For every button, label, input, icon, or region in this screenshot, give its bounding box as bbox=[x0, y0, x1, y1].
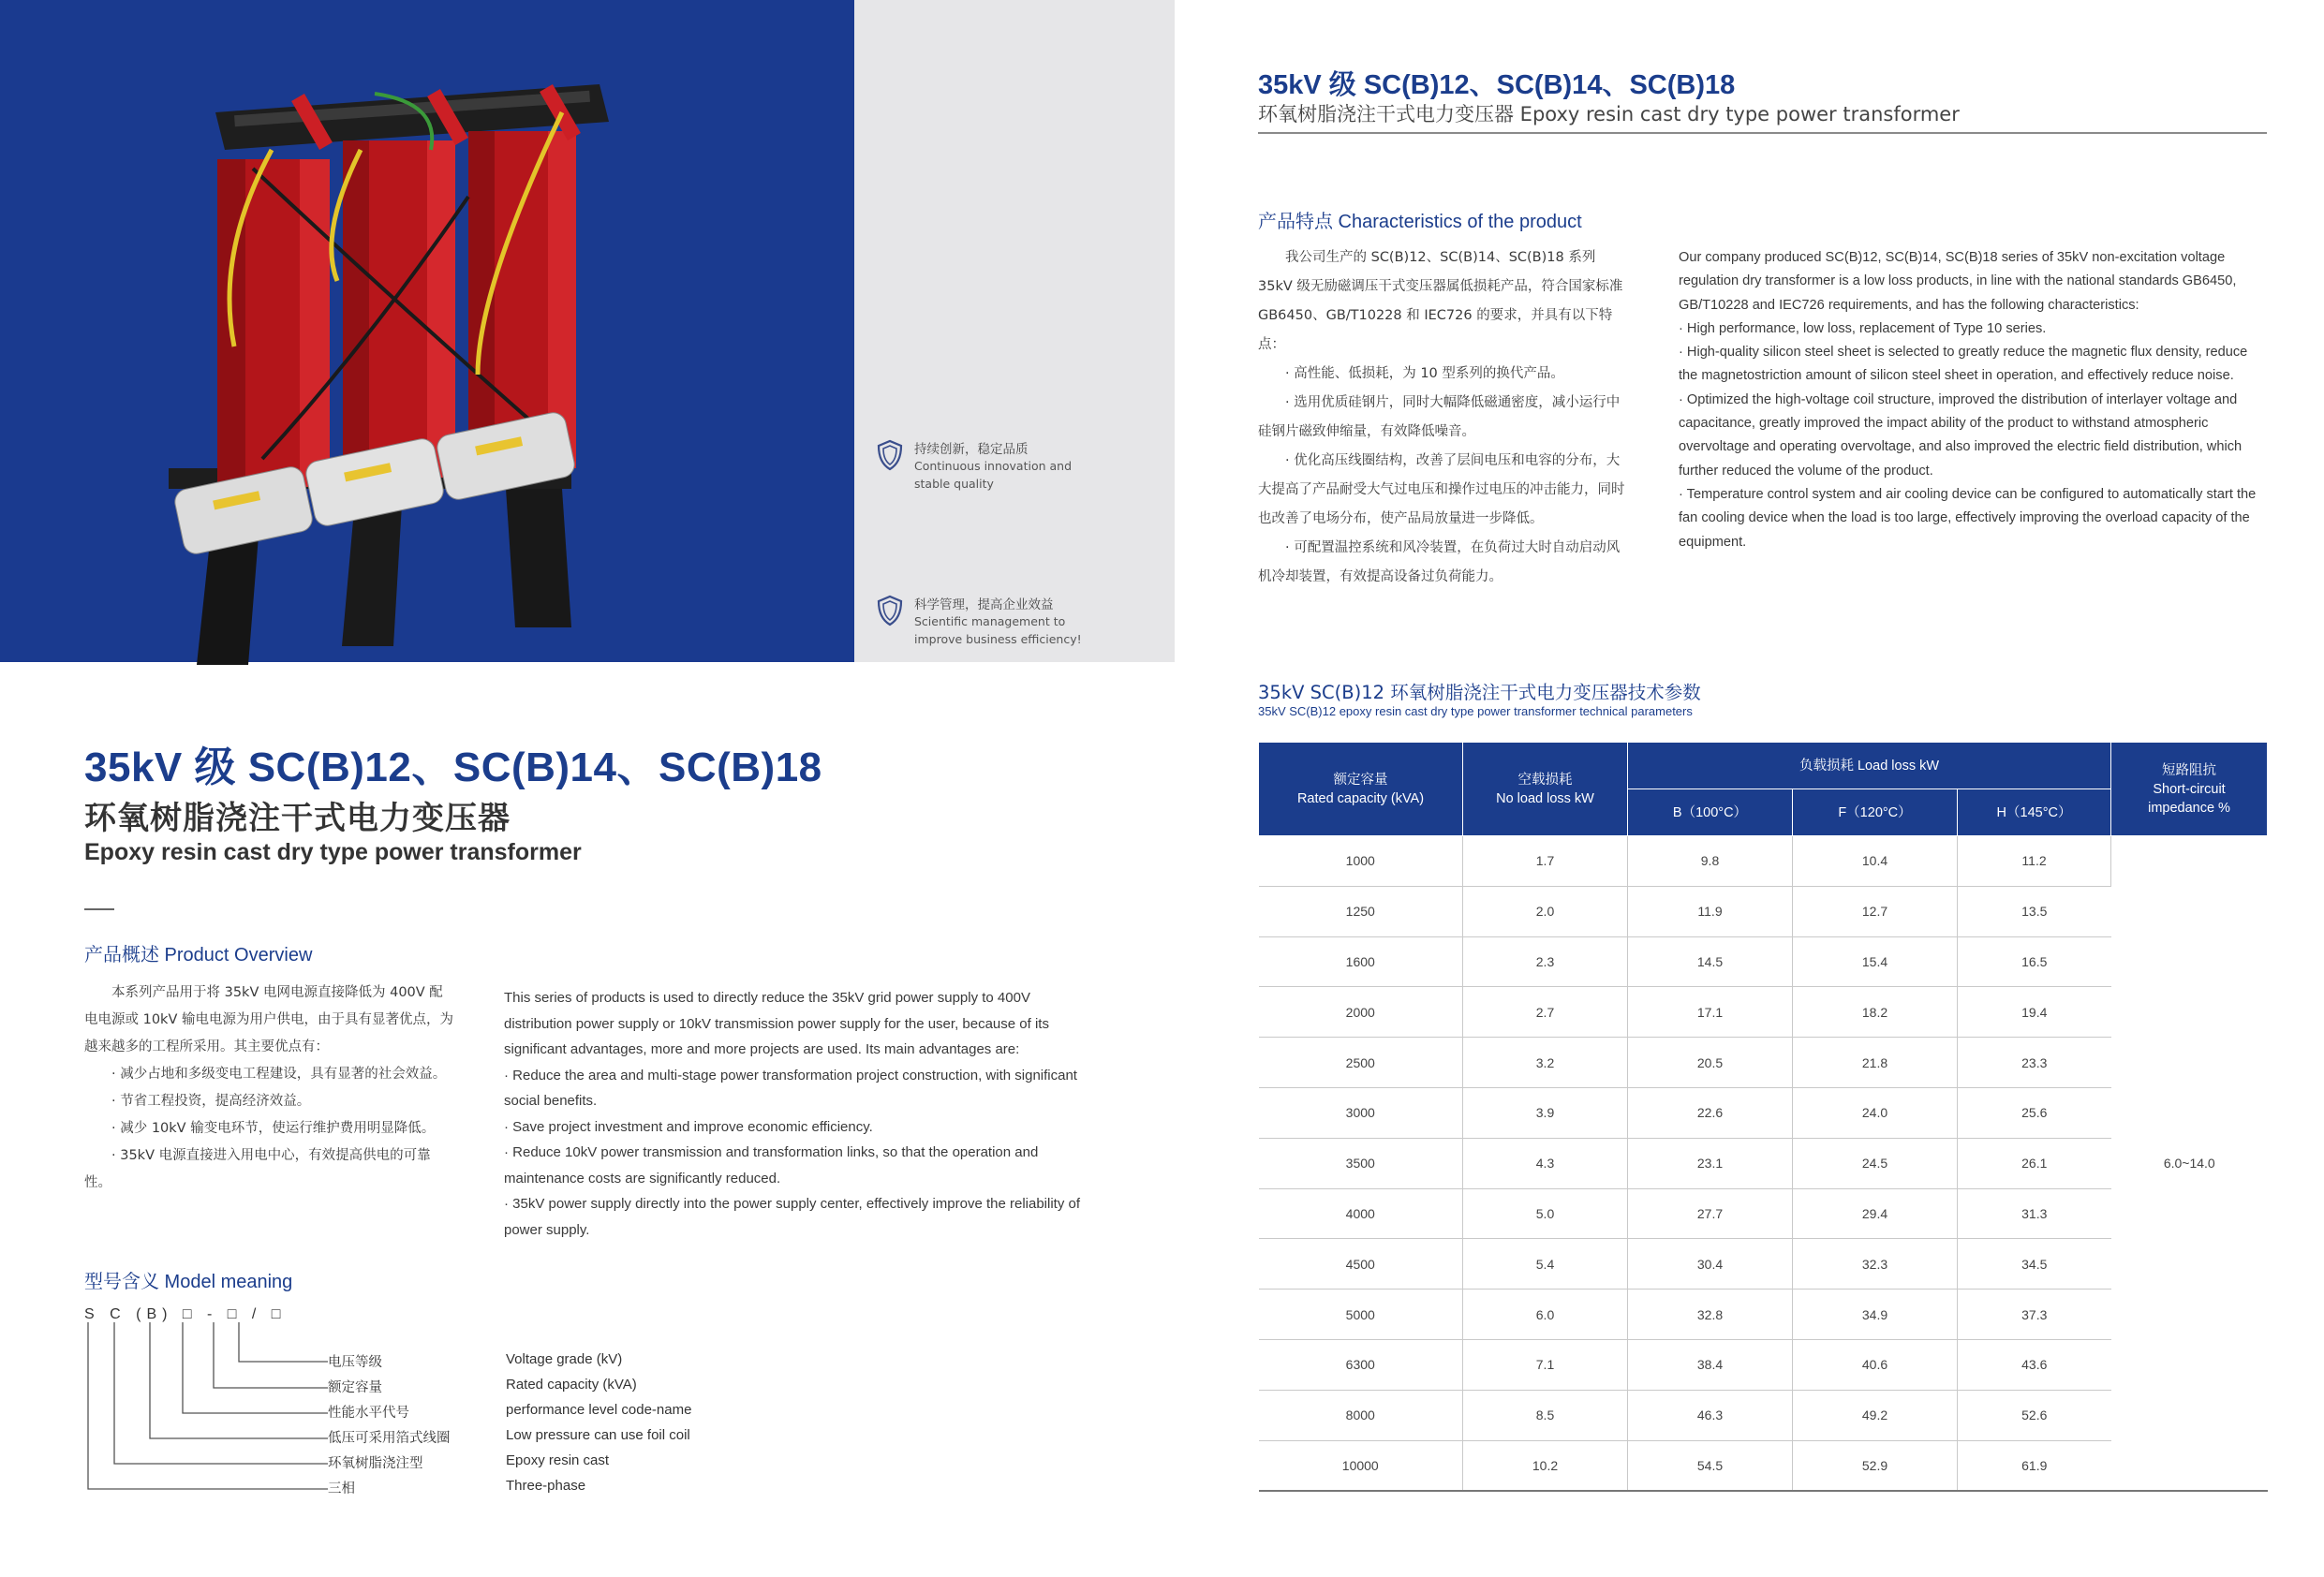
cell-load-loss-b: 54.5 bbox=[1628, 1440, 1793, 1491]
characteristics-en-intro: Our company produced SC(B)12, SC(B)14, SC(B)18 series of 35kV non-excitation voltage regulation dry transformer is a low loss products, in line with the national standards GB6450, GB/T10228 and IEC726 requirements, and has the following characteristics: bbox=[1679, 250, 2237, 313]
cell-load-loss-h: 25.6 bbox=[1958, 1087, 2111, 1138]
cell-load-loss-f: 24.5 bbox=[1793, 1138, 1958, 1188]
cell-no-load-loss: 1.7 bbox=[1463, 836, 1628, 887]
page-subtitle-cn: 环氧树脂浇注干式电力变压器 bbox=[84, 800, 511, 837]
page-subtitle-en: Epoxy resin cast dry type power transformer bbox=[84, 839, 582, 865]
feature-cn: 科学管理，提高企业效益 bbox=[914, 597, 1054, 612]
header-rated-capacity bbox=[1259, 743, 1463, 836]
header-rule bbox=[1258, 132, 2267, 134]
overview-cn-point: · 减少 10kV 输变电环节，使运行维护费用明显降低。 bbox=[111, 1121, 436, 1136]
header-imp-en1: Short-circuit bbox=[2153, 781, 2226, 797]
cell-load-loss-b: 23.1 bbox=[1628, 1138, 1793, 1188]
cell-load-loss-b: 17.1 bbox=[1628, 987, 1793, 1038]
cell-no-load-loss: 8.5 bbox=[1463, 1390, 1628, 1440]
overview-en-point: · 35kV power supply directly into the power supply center, effectively improve the reliability of power supply. bbox=[504, 1196, 1081, 1238]
header-rated-cn: 额定容量 bbox=[1333, 772, 1388, 788]
header-impedance bbox=[2111, 743, 2268, 836]
model-item-en: Three-phase bbox=[506, 1478, 586, 1494]
overview-en bbox=[504, 985, 1096, 1243]
characteristics-cn-point: · 选用优质硅钢片，同时大幅降低磁通密度，减小运行中硅钢片磁致伸缩量，有效降低噪音。 bbox=[1258, 395, 1621, 439]
cell-load-loss-b: 27.7 bbox=[1628, 1188, 1793, 1239]
header-rated-en: Rated capacity (kVA) bbox=[1296, 790, 1425, 806]
cell-no-load-loss: 3.2 bbox=[1463, 1038, 1628, 1088]
coil-middle bbox=[343, 140, 455, 478]
characteristics-cn bbox=[1258, 243, 1633, 592]
cell-no-load-loss: 5.4 bbox=[1463, 1239, 1628, 1290]
cell-no-load-loss: 2.0 bbox=[1463, 886, 1628, 936]
cell-load-loss-f: 24.0 bbox=[1793, 1087, 1958, 1138]
cell-load-loss-h: 37.3 bbox=[1958, 1290, 2111, 1340]
cell-no-load-loss: 5.0 bbox=[1463, 1188, 1628, 1239]
table-subtitle: 35kV SC(B)12 epoxy resin cast dry type power transformer technical parameters bbox=[1258, 704, 1693, 718]
model-item-cn: 性能水平代号 bbox=[328, 1406, 409, 1421]
cell-no-load-loss: 6.0 bbox=[1463, 1290, 1628, 1340]
cell-load-loss-b: 14.5 bbox=[1628, 936, 1793, 987]
feature-en: Scientific management to improve business efficiency! bbox=[914, 614, 1082, 646]
cell-rated-capacity: 1250 bbox=[1259, 886, 1463, 936]
model-item-en: Voltage grade (kV) bbox=[506, 1351, 623, 1367]
characteristics-cn-intro: 我公司生产的 SC(B)12、SC(B)14、SC(B)18 系列 35kV 级无励磁调压干式变压器属低损耗产品，符合国家标准 GB6450、GB/T10228 和 IEC726 的要求，并具有以下特点： bbox=[1258, 250, 1623, 352]
cell-load-loss-b: 32.8 bbox=[1628, 1290, 1793, 1340]
characteristics-cn-point: · 高性能、低损耗，为 10 型系列的换代产品。 bbox=[1285, 366, 1564, 381]
cell-rated-capacity: 10000 bbox=[1259, 1440, 1463, 1491]
header-noload-en: No load loss kW bbox=[1496, 790, 1594, 806]
overview-cn-point: · 节省工程投资，提高经济效益。 bbox=[111, 1094, 311, 1109]
feature-en: Continuous innovation and stable quality bbox=[914, 459, 1073, 491]
cell-impedance: 6.0~14.0 bbox=[2111, 836, 2268, 1491]
cell-rated-capacity: 4500 bbox=[1259, 1239, 1463, 1290]
cell-rated-capacity: 1000 bbox=[1259, 836, 1463, 887]
cell-load-loss-h: 23.3 bbox=[1958, 1038, 2111, 1088]
cell-load-loss-h: 61.9 bbox=[1958, 1440, 2111, 1491]
cell-rated-capacity: 8000 bbox=[1259, 1390, 1463, 1440]
characteristics-cn-point: · 优化高压线圈结构，改善了层间电压和电容的分布，大大提高了产品耐受大气过电压和操作过电压的冲击能力，同时也改善了电场分布，使产品局放量进一步降低。 bbox=[1258, 453, 1625, 526]
cell-load-loss-f: 21.8 bbox=[1793, 1038, 1958, 1088]
cell-load-loss-h: 52.6 bbox=[1958, 1390, 2111, 1440]
cell-rated-capacity: 2500 bbox=[1259, 1038, 1463, 1088]
cell-load-loss-f: 32.3 bbox=[1793, 1239, 1958, 1290]
cell-load-loss-b: 20.5 bbox=[1628, 1038, 1793, 1088]
technical-parameters-table bbox=[1258, 742, 2268, 1492]
header-no-load-loss bbox=[1463, 743, 1628, 836]
cell-load-loss-f: 52.9 bbox=[1793, 1440, 1958, 1491]
cell-no-load-loss: 2.3 bbox=[1463, 936, 1628, 987]
feature-cn: 持续创新，稳定品质 bbox=[914, 442, 1029, 457]
right-subtitle: 环氧树脂浇注干式电力变压器 Epoxy resin cast dry type power transformer bbox=[1258, 103, 1960, 125]
cell-rated-capacity: 5000 bbox=[1259, 1290, 1463, 1340]
overview-en-intro: This series of products is used to directly reduce the 35kV grid power supply to 400V distribution power supply or 10kV transmission power supply for the user, because of its significant advantages, more and more projects are used. Its main advantages are: bbox=[504, 990, 1049, 1057]
overview-en-point: · Save project investment and improve economic efficiency. bbox=[504, 1118, 873, 1135]
hero-grey-panel bbox=[854, 0, 1175, 662]
overview-cn bbox=[84, 980, 454, 1197]
characteristics-heading: 产品特点 Characteristics of the product bbox=[1258, 212, 1582, 232]
shield-icon bbox=[873, 594, 907, 627]
cell-load-loss-h: 34.5 bbox=[1958, 1239, 2111, 1290]
cell-load-loss-b: 9.8 bbox=[1628, 836, 1793, 887]
characteristics-en-point: · Optimized the high-voltage coil structure, improved the distribution of interlayer voltage and capacitance, greatly improved the impact ability of the product to withstand atmospheric overvoltage and operating overvoltage, and also improved the electric field distribution, which further reduced the volume of the product. bbox=[1679, 391, 2243, 479]
cell-load-loss-b: 46.3 bbox=[1628, 1390, 1793, 1440]
cell-no-load-loss: 2.7 bbox=[1463, 987, 1628, 1038]
cell-load-loss-h: 26.1 bbox=[1958, 1138, 2111, 1188]
divider bbox=[84, 908, 114, 910]
model-item-en: Rated capacity (kVA) bbox=[506, 1377, 637, 1393]
model-item-cn: 低压可采用箔式线圈 bbox=[328, 1431, 451, 1446]
right-title: 35kV 级 SC(B)12、SC(B)14、SC(B)18 bbox=[1258, 70, 1736, 100]
cell-load-loss-b: 30.4 bbox=[1628, 1239, 1793, 1290]
cell-rated-capacity: 6300 bbox=[1259, 1339, 1463, 1390]
header-load-loss: 负载损耗 Load loss kW bbox=[1628, 743, 2111, 789]
cell-load-loss-h: 31.3 bbox=[1958, 1188, 2111, 1239]
overview-en-point: · Reduce the area and multi-stage power transformation project construction, with significant social benefits. bbox=[504, 1067, 1077, 1109]
header-imp-cn: 短路阻抗 bbox=[2162, 762, 2217, 778]
cell-rated-capacity: 1600 bbox=[1259, 936, 1463, 987]
header-imp-en2: impedance % bbox=[2148, 800, 2230, 816]
cell-load-loss-h: 43.6 bbox=[1958, 1339, 2111, 1390]
cell-rated-capacity: 3500 bbox=[1259, 1138, 1463, 1188]
header-noload-cn: 空载损耗 bbox=[1517, 772, 1573, 788]
cell-load-loss-f: 40.6 bbox=[1793, 1339, 1958, 1390]
cell-no-load-loss: 7.1 bbox=[1463, 1339, 1628, 1390]
shield-icon bbox=[873, 438, 907, 472]
cell-no-load-loss: 3.9 bbox=[1463, 1087, 1628, 1138]
table-body bbox=[1259, 836, 2268, 1491]
overview-en-point: · Reduce 10kV power transmission and transformation links, so that the operation and maintenance costs are significantly reduced. bbox=[504, 1144, 1039, 1186]
overview-cn-point: · 减少占地和多级变电工程建设，具有显著的社会效益。 bbox=[111, 1067, 447, 1082]
characteristics-en-point: · High-quality silicon steel sheet is selected to greatly reduce the magnetic flux density, reduce the magnetostriction amount of silicon steel sheet in operation, and effectively reduce noise. bbox=[1679, 345, 2248, 384]
model-item-cn: 电压等级 bbox=[328, 1355, 382, 1370]
table-row bbox=[1259, 836, 2268, 887]
cell-rated-capacity: 3000 bbox=[1259, 1087, 1463, 1138]
cell-load-loss-f: 34.9 bbox=[1793, 1290, 1958, 1340]
cell-load-loss-f: 10.4 bbox=[1793, 836, 1958, 887]
header-b: B（100°C） bbox=[1628, 789, 1793, 836]
model-item-cn: 三相 bbox=[328, 1481, 355, 1496]
cell-load-loss-f: 49.2 bbox=[1793, 1390, 1958, 1440]
header-f: F（120°C） bbox=[1793, 789, 1958, 836]
cell-load-loss-b: 38.4 bbox=[1628, 1339, 1793, 1390]
characteristics-en-point: · High performance, low loss, replacement of Type 10 series. bbox=[1679, 320, 2047, 336]
cell-no-load-loss: 10.2 bbox=[1463, 1440, 1628, 1491]
cell-load-loss-f: 12.7 bbox=[1793, 886, 1958, 936]
cell-load-loss-h: 13.5 bbox=[1958, 886, 2111, 936]
cell-load-loss-h: 19.4 bbox=[1958, 987, 2111, 1038]
page-title: 35kV 级 SC(B)12、SC(B)14、SC(B)18 bbox=[84, 744, 822, 790]
model-item-cn: 额定容量 bbox=[328, 1380, 382, 1395]
characteristics-en bbox=[1679, 246, 2267, 554]
overview-cn-intro: 本系列产品用于将 35kV 电网电源直接降低为 400V 配电电源或 10kV 输电电源为用户供电，由于具有显著优点，为越来越多的工程所采用。其主要优点有： bbox=[84, 985, 453, 1054]
cell-no-load-loss: 4.3 bbox=[1463, 1138, 1628, 1188]
transformer-product-photo bbox=[159, 66, 646, 665]
cell-rated-capacity: 4000 bbox=[1259, 1188, 1463, 1239]
coil-left bbox=[217, 159, 330, 487]
cell-rated-capacity: 2000 bbox=[1259, 987, 1463, 1038]
cell-load-loss-b: 11.9 bbox=[1628, 886, 1793, 936]
model-item-en: Low pressure can use foil coil bbox=[506, 1427, 690, 1443]
model-item-en: Epoxy resin cast bbox=[506, 1452, 610, 1468]
cell-load-loss-f: 18.2 bbox=[1793, 987, 1958, 1038]
cell-load-loss-h: 11.2 bbox=[1958, 836, 2111, 887]
header-h: H（145°C） bbox=[1958, 789, 2111, 836]
model-item-en: performance level code-name bbox=[506, 1402, 692, 1418]
cell-load-loss-f: 29.4 bbox=[1793, 1188, 1958, 1239]
model-code: S C (B) □ - □ / □ bbox=[84, 1306, 287, 1322]
overview-heading: 产品概述 Product Overview bbox=[84, 945, 313, 965]
table-title: 35kV SC(B)12 环氧树脂浇注干式电力变压器技术参数 bbox=[1258, 682, 1701, 703]
cell-load-loss-b: 22.6 bbox=[1628, 1087, 1793, 1138]
model-heading: 型号含义 Model meaning bbox=[84, 1272, 293, 1292]
cell-load-loss-f: 15.4 bbox=[1793, 936, 1958, 987]
characteristics-en-point: · Temperature control system and air cooling device can be configured to automatically start the fan cooling device when the load is too large, effectively improving the overload capacity of the equipment. bbox=[1679, 486, 2257, 550]
cell-load-loss-h: 16.5 bbox=[1958, 936, 2111, 987]
model-item-cn: 环氧树脂浇注型 bbox=[328, 1456, 423, 1471]
overview-cn-point: · 35kV 电源直接进入用电中心，有效提高供电的可靠性。 bbox=[84, 1148, 431, 1190]
model-bracket-lines bbox=[84, 1322, 365, 1500]
characteristics-cn-point: · 可配置温控系统和风冷装置，在负荷过大时自动启动风机冷却装置，有效提高设备过负荷能力。 bbox=[1258, 540, 1621, 584]
